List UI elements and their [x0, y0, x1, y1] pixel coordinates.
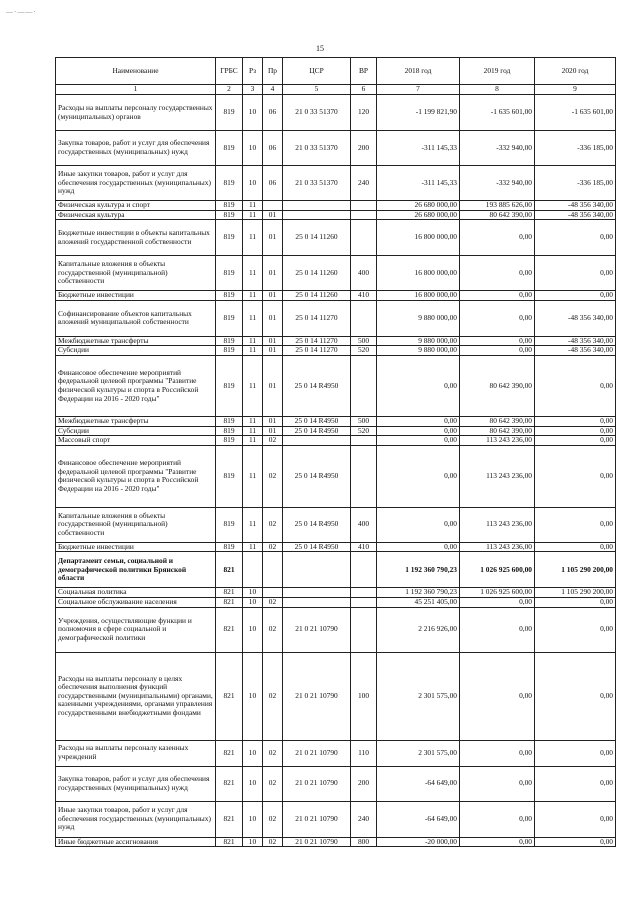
cell-rz: 10	[243, 597, 263, 607]
cell-vr: 520	[351, 346, 377, 356]
cell-csr: 21 0 33 51370	[283, 95, 351, 131]
page-number: 15	[316, 44, 324, 53]
cell-2019: 0,00	[460, 336, 535, 346]
cell-pr	[263, 552, 283, 588]
cell-vr	[351, 436, 377, 446]
table-row	[56, 436, 616, 446]
cell-2019: 113 243 236,00	[460, 436, 535, 446]
cell-2018: -1 199 821,90	[377, 95, 460, 131]
cell-2018: 0,00	[377, 416, 460, 426]
cell-2018: 45 251 405,00	[377, 597, 460, 607]
cell-2018: 26 680 000,00	[377, 210, 460, 220]
cell-2020: -336 185,00	[535, 131, 616, 166]
cell-vr	[351, 355, 377, 416]
cell-csr: 25 0 14 11270	[283, 346, 351, 356]
col-header-2018: 2018 год	[377, 58, 460, 85]
cell-vr	[351, 220, 377, 256]
cell-2019: 0,00	[460, 801, 535, 837]
col-header-pr: Пр	[263, 58, 283, 85]
cell-csr: 21 0 21 10790	[283, 766, 351, 801]
cell-rz: 10	[243, 766, 263, 801]
cell-pr: 01	[263, 210, 283, 220]
cell-rz: 11	[243, 336, 263, 346]
cell-grbs: 821	[216, 552, 243, 588]
cell-grbs: 819	[216, 436, 243, 446]
table-row	[56, 166, 616, 201]
col-index: 8	[460, 85, 535, 95]
cell-2020: 0,00	[535, 445, 616, 507]
cell-vr: 240	[351, 166, 377, 201]
cell-vr: 120	[351, 95, 377, 131]
table-row	[56, 507, 616, 542]
table-row	[56, 95, 616, 131]
cell-2019: 1 026 925 600,00	[460, 552, 535, 588]
cell-rz: 10	[243, 95, 263, 131]
cell-rz: 11	[243, 542, 263, 552]
cell-csr	[283, 552, 351, 588]
cell-2019: -1 635 601,00	[460, 95, 535, 131]
header-row	[56, 58, 616, 85]
cell-grbs: 819	[216, 291, 243, 301]
cell-pr: 02	[263, 436, 283, 446]
cell-rz: 11	[243, 210, 263, 220]
cell-grbs: 819	[216, 95, 243, 131]
cell-vr	[351, 210, 377, 220]
cell-grbs: 819	[216, 131, 243, 166]
col-index: 1	[56, 85, 216, 95]
cell-name: Расходы на выплаты персоналу государственных (муниципальных) органов	[56, 95, 216, 131]
cell-2020: 0,00	[535, 256, 616, 291]
cell-2020: -1 635 601,00	[535, 95, 616, 131]
cell-rz: 11	[243, 507, 263, 542]
col-index: 2	[216, 85, 243, 95]
scan-corner-mark: —·——·	[6, 8, 37, 16]
cell-pr: 02	[263, 542, 283, 552]
cell-2018: 2 301 575,00	[377, 652, 460, 740]
cell-vr	[351, 552, 377, 588]
cell-grbs: 819	[216, 166, 243, 201]
table-row	[56, 607, 616, 652]
cell-pr: 02	[263, 837, 283, 847]
cell-grbs: 819	[216, 201, 243, 211]
cell-csr: 25 0 14 11260	[283, 220, 351, 256]
cell-name: Социальная политика	[56, 588, 216, 598]
cell-rz: 10	[243, 801, 263, 837]
cell-name: Софинансирование объектов капитальных вложений муниципальной собственности	[56, 300, 216, 336]
cell-2020: -48 356 340,00	[535, 336, 616, 346]
col-header-rz: Рз	[243, 58, 263, 85]
cell-pr: 02	[263, 607, 283, 652]
cell-name: Финансовое обеспечение мероприятий федеральной целевой программы "Развитие физической культуры и спорта в Российской Федерации на 2016 - 2020 годы"	[56, 445, 216, 507]
cell-grbs: 819	[216, 416, 243, 426]
col-index: 9	[535, 85, 616, 95]
cell-2019: 0,00	[460, 597, 535, 607]
cell-vr	[351, 588, 377, 598]
cell-rz: 11	[243, 445, 263, 507]
cell-rz: 11	[243, 256, 263, 291]
cell-csr	[283, 597, 351, 607]
cell-vr	[351, 445, 377, 507]
cell-pr: 01	[263, 220, 283, 256]
cell-name: Департамент семьи, социальной и демографической политики Брянской области	[56, 552, 216, 588]
col-header-vr: ВР	[351, 58, 377, 85]
cell-2020: 1 105 290 200,00	[535, 588, 616, 598]
cell-2020: -48 356 340,00	[535, 300, 616, 336]
cell-vr	[351, 607, 377, 652]
cell-grbs: 821	[216, 766, 243, 801]
cell-rz: 10	[243, 740, 263, 766]
cell-2020: 0,00	[535, 355, 616, 416]
cell-name: Расходы на выплаты персоналу в целях обеспечения выполнения функций государственными (муниципальными) органами, казенными учреждениями, органами управления государственными внебюджетными фондами	[56, 652, 216, 740]
cell-grbs: 821	[216, 607, 243, 652]
cell-2020: 0,00	[535, 220, 616, 256]
cell-csr	[283, 588, 351, 598]
cell-pr: 01	[263, 416, 283, 426]
cell-csr: 25 0 14 R4950	[283, 355, 351, 416]
col-index: 3	[243, 85, 263, 95]
cell-rz: 10	[243, 166, 263, 201]
table-row	[56, 542, 616, 552]
cell-2018: 0,00	[377, 436, 460, 446]
cell-name: Бюджетные инвестиции в объекты капитальных вложений государственной собственности	[56, 220, 216, 256]
cell-vr: 500	[351, 416, 377, 426]
cell-2018: 16 800 000,00	[377, 256, 460, 291]
cell-2019: 0,00	[460, 837, 535, 847]
cell-grbs: 821	[216, 597, 243, 607]
cell-pr	[263, 588, 283, 598]
cell-name: Иные бюджетные ассигнования	[56, 837, 216, 847]
cell-2020: 0,00	[535, 416, 616, 426]
table-row	[56, 416, 616, 426]
cell-rz: 10	[243, 588, 263, 598]
cell-pr	[263, 201, 283, 211]
cell-grbs: 821	[216, 588, 243, 598]
table-body	[56, 95, 616, 847]
col-header-name: Наименование	[56, 58, 216, 85]
cell-name: Закупка товаров, работ и услуг для обеспечения государственных (муниципальных) нужд	[56, 766, 216, 801]
cell-csr: 25 0 14 R4950	[283, 542, 351, 552]
cell-rz: 11	[243, 201, 263, 211]
cell-2018: -64 649,00	[377, 801, 460, 837]
table-row	[56, 801, 616, 837]
cell-vr: 520	[351, 426, 377, 436]
cell-name: Учреждения, осуществляющие функции и полномочия в сфере социальной и демографической политики	[56, 607, 216, 652]
cell-2018: 0,00	[377, 445, 460, 507]
cell-name: Межбюджетные трансферты	[56, 416, 216, 426]
table-row	[56, 355, 616, 416]
cell-2019: 0,00	[460, 346, 535, 356]
cell-vr: 100	[351, 652, 377, 740]
cell-2019: 1 026 925 600,00	[460, 588, 535, 598]
cell-grbs: 821	[216, 801, 243, 837]
cell-grbs: 819	[216, 426, 243, 436]
cell-rz: 11	[243, 300, 263, 336]
column-index-row	[56, 85, 616, 95]
cell-2019: 0,00	[460, 300, 535, 336]
table-row	[56, 336, 616, 346]
cell-pr: 02	[263, 740, 283, 766]
cell-vr: 800	[351, 837, 377, 847]
cell-2019: 193 885 626,00	[460, 201, 535, 211]
cell-csr: 25 0 14 R4950	[283, 426, 351, 436]
cell-2019: 80 642 390,00	[460, 426, 535, 436]
cell-2019: 113 243 236,00	[460, 507, 535, 542]
table-row	[56, 445, 616, 507]
cell-name: Межбюджетные трансферты	[56, 336, 216, 346]
cell-rz: 10	[243, 131, 263, 166]
cell-name: Расходы на выплаты персоналу казенных учреждений	[56, 740, 216, 766]
cell-vr	[351, 300, 377, 336]
budget-table	[55, 57, 616, 847]
table-row	[56, 597, 616, 607]
cell-2018: 9 880 000,00	[377, 300, 460, 336]
cell-grbs: 819	[216, 256, 243, 291]
cell-rz: 11	[243, 291, 263, 301]
cell-2018: 16 800 000,00	[377, 220, 460, 256]
cell-2019: 0,00	[460, 220, 535, 256]
table-row	[56, 426, 616, 436]
table-row	[56, 256, 616, 291]
cell-2018: -311 145,33	[377, 166, 460, 201]
table-row	[56, 740, 616, 766]
cell-pr: 06	[263, 131, 283, 166]
cell-2020: -48 356 340,00	[535, 346, 616, 356]
table-row	[56, 300, 616, 336]
col-header-csr: ЦСР	[283, 58, 351, 85]
cell-csr: 25 0 14 11260	[283, 291, 351, 301]
cell-grbs: 821	[216, 652, 243, 740]
cell-grbs: 819	[216, 220, 243, 256]
table-row	[56, 588, 616, 598]
cell-2020: 0,00	[535, 607, 616, 652]
cell-pr: 02	[263, 652, 283, 740]
cell-pr: 02	[263, 597, 283, 607]
col-index: 4	[263, 85, 283, 95]
cell-2019: 0,00	[460, 652, 535, 740]
cell-name: Иные закупки товаров, работ и услуг для обеспечения государственных (муниципальных) нужд	[56, 801, 216, 837]
cell-2020: 0,00	[535, 837, 616, 847]
cell-csr: 25 0 14 R4950	[283, 416, 351, 426]
cell-grbs: 819	[216, 507, 243, 542]
cell-grbs: 821	[216, 740, 243, 766]
cell-2019: 0,00	[460, 291, 535, 301]
cell-vr: 240	[351, 801, 377, 837]
cell-csr: 25 0 14 R4950	[283, 507, 351, 542]
col-header-grbs: ГРБС	[216, 58, 243, 85]
cell-2020: 0,00	[535, 291, 616, 301]
cell-pr: 02	[263, 766, 283, 801]
cell-csr: 25 0 14 11260	[283, 256, 351, 291]
table-row	[56, 131, 616, 166]
cell-2018: 2 216 926,00	[377, 607, 460, 652]
table-row	[56, 837, 616, 847]
cell-vr: 200	[351, 131, 377, 166]
cell-rz: 11	[243, 346, 263, 356]
cell-vr: 200	[351, 766, 377, 801]
table-row	[56, 220, 616, 256]
cell-pr: 02	[263, 445, 283, 507]
cell-vr: 500	[351, 336, 377, 346]
cell-vr: 400	[351, 256, 377, 291]
cell-2018: -64 649,00	[377, 766, 460, 801]
cell-2019: -332 940,00	[460, 166, 535, 201]
cell-vr	[351, 597, 377, 607]
cell-2019: 113 243 236,00	[460, 542, 535, 552]
cell-2019: 0,00	[460, 766, 535, 801]
cell-name: Капитальные вложения в объекты государственной (муниципальной) собственности	[56, 256, 216, 291]
cell-name: Субсидии	[56, 346, 216, 356]
cell-2018: 0,00	[377, 426, 460, 436]
col-header-2019: 2019 год	[460, 58, 535, 85]
cell-2019: 0,00	[460, 607, 535, 652]
cell-2018: 0,00	[377, 542, 460, 552]
cell-name: Закупка товаров, работ и услуг для обеспечения государственных (муниципальных) нужд	[56, 131, 216, 166]
cell-name: Финансовое обеспечение мероприятий федеральной целевой программы "Развитие физической культуры и спорта в Российской Федерации на 2016 - 2020 годы"	[56, 355, 216, 416]
cell-2020: 0,00	[535, 542, 616, 552]
cell-2018: 26 680 000,00	[377, 201, 460, 211]
cell-2020: 0,00	[535, 597, 616, 607]
cell-pr: 01	[263, 336, 283, 346]
cell-grbs: 819	[216, 210, 243, 220]
cell-name: Массовый спорт	[56, 436, 216, 446]
table-row	[56, 346, 616, 356]
table-row	[56, 552, 616, 588]
cell-grbs: 819	[216, 300, 243, 336]
cell-2019: 80 642 390,00	[460, 355, 535, 416]
cell-csr	[283, 210, 351, 220]
cell-vr: 400	[351, 507, 377, 542]
cell-2018: 2 301 575,00	[377, 740, 460, 766]
cell-name: Физическая культура и спорт	[56, 201, 216, 211]
cell-pr: 02	[263, 507, 283, 542]
cell-name: Субсидии	[56, 426, 216, 436]
cell-vr: 410	[351, 291, 377, 301]
cell-csr: 21 0 21 10790	[283, 837, 351, 847]
table-row	[56, 201, 616, 211]
table-row	[56, 210, 616, 220]
cell-csr	[283, 201, 351, 211]
cell-name: Иные закупки товаров, работ и услуг для обеспечения государственных (муниципальных) нужд	[56, 166, 216, 201]
cell-pr: 01	[263, 256, 283, 291]
col-index: 6	[351, 85, 377, 95]
cell-name: Бюджетные инвестиции	[56, 542, 216, 552]
cell-vr	[351, 201, 377, 211]
table-row	[56, 766, 616, 801]
cell-2018: 16 800 000,00	[377, 291, 460, 301]
cell-2019: 113 243 236,00	[460, 445, 535, 507]
cell-pr: 01	[263, 426, 283, 436]
cell-rz	[243, 552, 263, 588]
col-header-2020: 2020 год	[535, 58, 616, 85]
cell-grbs: 819	[216, 355, 243, 416]
cell-csr: 21 0 21 10790	[283, 652, 351, 740]
cell-name: Капитальные вложения в объекты государственной (муниципальной) собственности	[56, 507, 216, 542]
cell-2018: 0,00	[377, 355, 460, 416]
cell-2020: 0,00	[535, 507, 616, 542]
cell-2020: -48 356 340,00	[535, 201, 616, 211]
cell-name: Социальное обслуживание населения	[56, 597, 216, 607]
cell-pr: 01	[263, 346, 283, 356]
cell-2018: 1 192 360 790,23	[377, 552, 460, 588]
cell-pr: 01	[263, 291, 283, 301]
cell-2019: 0,00	[460, 740, 535, 766]
cell-pr: 02	[263, 801, 283, 837]
cell-2020: 0,00	[535, 652, 616, 740]
cell-rz: 11	[243, 220, 263, 256]
cell-2018: 9 880 000,00	[377, 346, 460, 356]
cell-csr: 21 0 33 51370	[283, 166, 351, 201]
cell-rz: 11	[243, 426, 263, 436]
cell-2018: 1 192 360 790,23	[377, 588, 460, 598]
cell-grbs: 819	[216, 346, 243, 356]
cell-csr: 21 0 21 10790	[283, 607, 351, 652]
cell-csr: 25 0 14 11270	[283, 300, 351, 336]
cell-grbs: 819	[216, 542, 243, 552]
cell-csr: 25 0 14 R4950	[283, 445, 351, 507]
cell-name: Бюджетные инвестиции	[56, 291, 216, 301]
cell-2020: 0,00	[535, 766, 616, 801]
cell-2020: 0,00	[535, 801, 616, 837]
cell-csr: 21 0 21 10790	[283, 740, 351, 766]
cell-2020: 1 105 290 200,00	[535, 552, 616, 588]
cell-csr	[283, 436, 351, 446]
cell-rz: 11	[243, 416, 263, 426]
cell-2019: 80 642 390,00	[460, 416, 535, 426]
cell-csr: 21 0 33 51370	[283, 131, 351, 166]
cell-vr: 410	[351, 542, 377, 552]
cell-2018: 9 880 000,00	[377, 336, 460, 346]
cell-pr: 01	[263, 300, 283, 336]
cell-2018: 0,00	[377, 507, 460, 542]
cell-grbs: 819	[216, 445, 243, 507]
col-index: 7	[377, 85, 460, 95]
cell-pr: 01	[263, 355, 283, 416]
cell-pr: 06	[263, 95, 283, 131]
cell-rz: 11	[243, 436, 263, 446]
cell-2018: -311 145,33	[377, 131, 460, 166]
cell-2018: -20 000,00	[377, 837, 460, 847]
cell-2020: -336 185,00	[535, 166, 616, 201]
cell-csr: 25 0 14 11270	[283, 336, 351, 346]
cell-2019: 80 642 390,00	[460, 210, 535, 220]
cell-name: Физическая культура	[56, 210, 216, 220]
cell-2020: 0,00	[535, 426, 616, 436]
cell-2019: -332 940,00	[460, 131, 535, 166]
cell-2020: 0,00	[535, 436, 616, 446]
cell-rz: 10	[243, 652, 263, 740]
table-row	[56, 291, 616, 301]
cell-grbs: 821	[216, 837, 243, 847]
col-index: 5	[283, 85, 351, 95]
cell-rz: 10	[243, 837, 263, 847]
cell-rz: 11	[243, 355, 263, 416]
cell-grbs: 819	[216, 336, 243, 346]
cell-2020: -48 356 340,00	[535, 210, 616, 220]
cell-2020: 0,00	[535, 740, 616, 766]
cell-rz: 10	[243, 607, 263, 652]
table-row	[56, 652, 616, 740]
cell-csr: 21 0 21 10790	[283, 801, 351, 837]
cell-vr: 110	[351, 740, 377, 766]
cell-pr: 06	[263, 166, 283, 201]
cell-2019: 0,00	[460, 256, 535, 291]
